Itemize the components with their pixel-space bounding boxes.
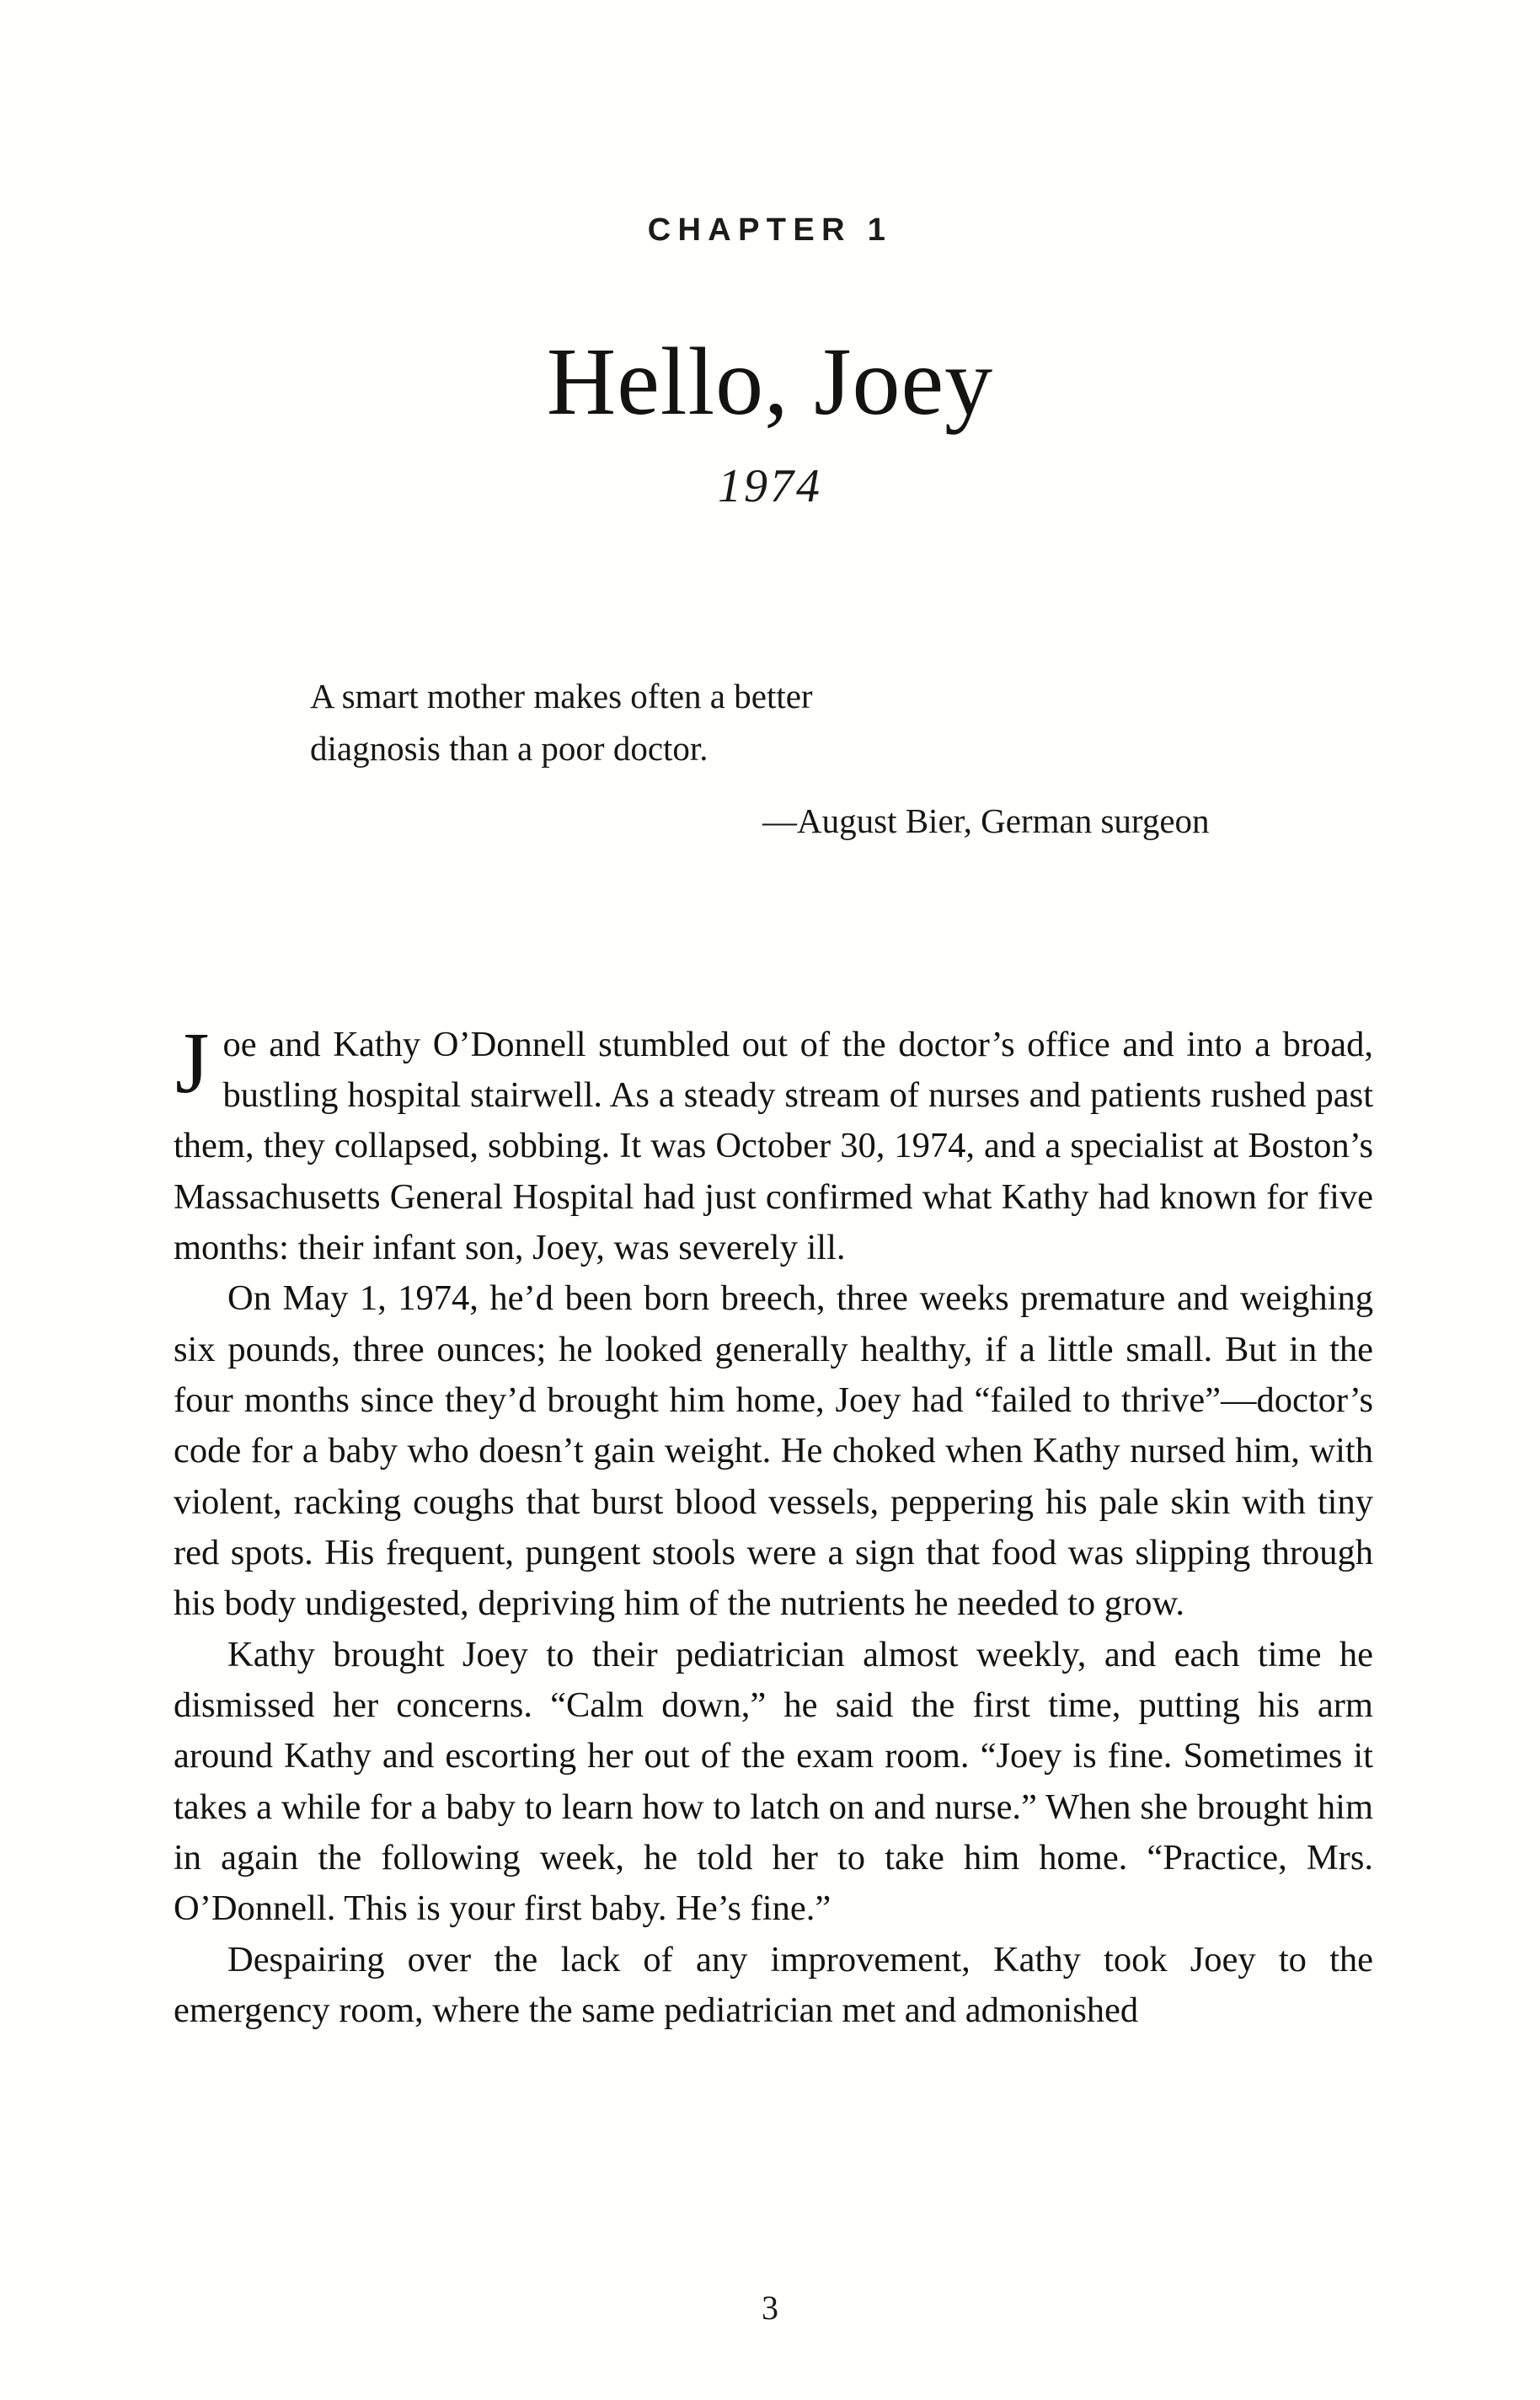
- chapter-title: Hello, Joey: [546, 328, 994, 435]
- drop-cap: J: [175, 1014, 210, 1112]
- body-paragraph: [174, 1014, 1373, 1274]
- paragraph-text: oe and Kathy O’Donnell stumbled out of the doctor’s office and into a broad, bustling hospital stairwell. As a steady stream of nurses and patients rushed past them, they collapsed, sobbing. It was October 30, 1974, and a specialist at Boston’s Massachusetts General Hospital had just confirmed what Kathy had known for five months: their infant son, Joey, was severely ill.: [174, 1024, 1373, 1267]
- epigraph: [310, 670, 1540, 775]
- body-paragraph: Kathy brought Joey to their pediatrician almost weekly, and each time he dismissed her concerns. “Calm down,” he said the first time, putting his arm around Kathy and escorting her out of the exam room. “Joey is fine. Sometimes it takes a while for a baby to learn how to latch on and nurse.” When she brought him in again the following week, he told her to take him home. “Practice, Mrs. O’Donnell. This is your first baby. He’s fine.”: [174, 1634, 1373, 1929]
- body-paragraph: Despairing over the lack of any improvement, Kathy took Joey to the emergency room, where the same pediatrician met and admonished: [174, 1939, 1373, 2031]
- epigraph-line-2: diagnosis than a poor doctor.: [310, 729, 709, 769]
- epigraph-line-1: A smart mother makes often a better: [310, 677, 813, 715]
- body-text: [174, 1014, 1373, 2037]
- epigraph-attribution: —August Bier, German surgeon: [762, 801, 1210, 840]
- chapter-year: 1974: [718, 460, 822, 512]
- page-number: 3: [762, 2289, 778, 2327]
- body-paragraph: On May 1, 1974, he’d been born breech, three weeks premature and weighing six pounds, three ounces; he looked generally healthy, if a little small. But in the four months since they’d brought him home, Joey had “failed to thrive”—doctor’s code for a baby who doesn’t gain weight. He choked when Kathy nursed him, with violent, racking coughs that burst blood vessels, peppering his pale skin with tiny red spots. His frequent, pungent stools were a sign that food was slipping through his body undigested, depriving him of the nutrients he needed to grow.: [174, 1278, 1373, 1624]
- chapter-label: CHAPTER 1: [647, 212, 893, 248]
